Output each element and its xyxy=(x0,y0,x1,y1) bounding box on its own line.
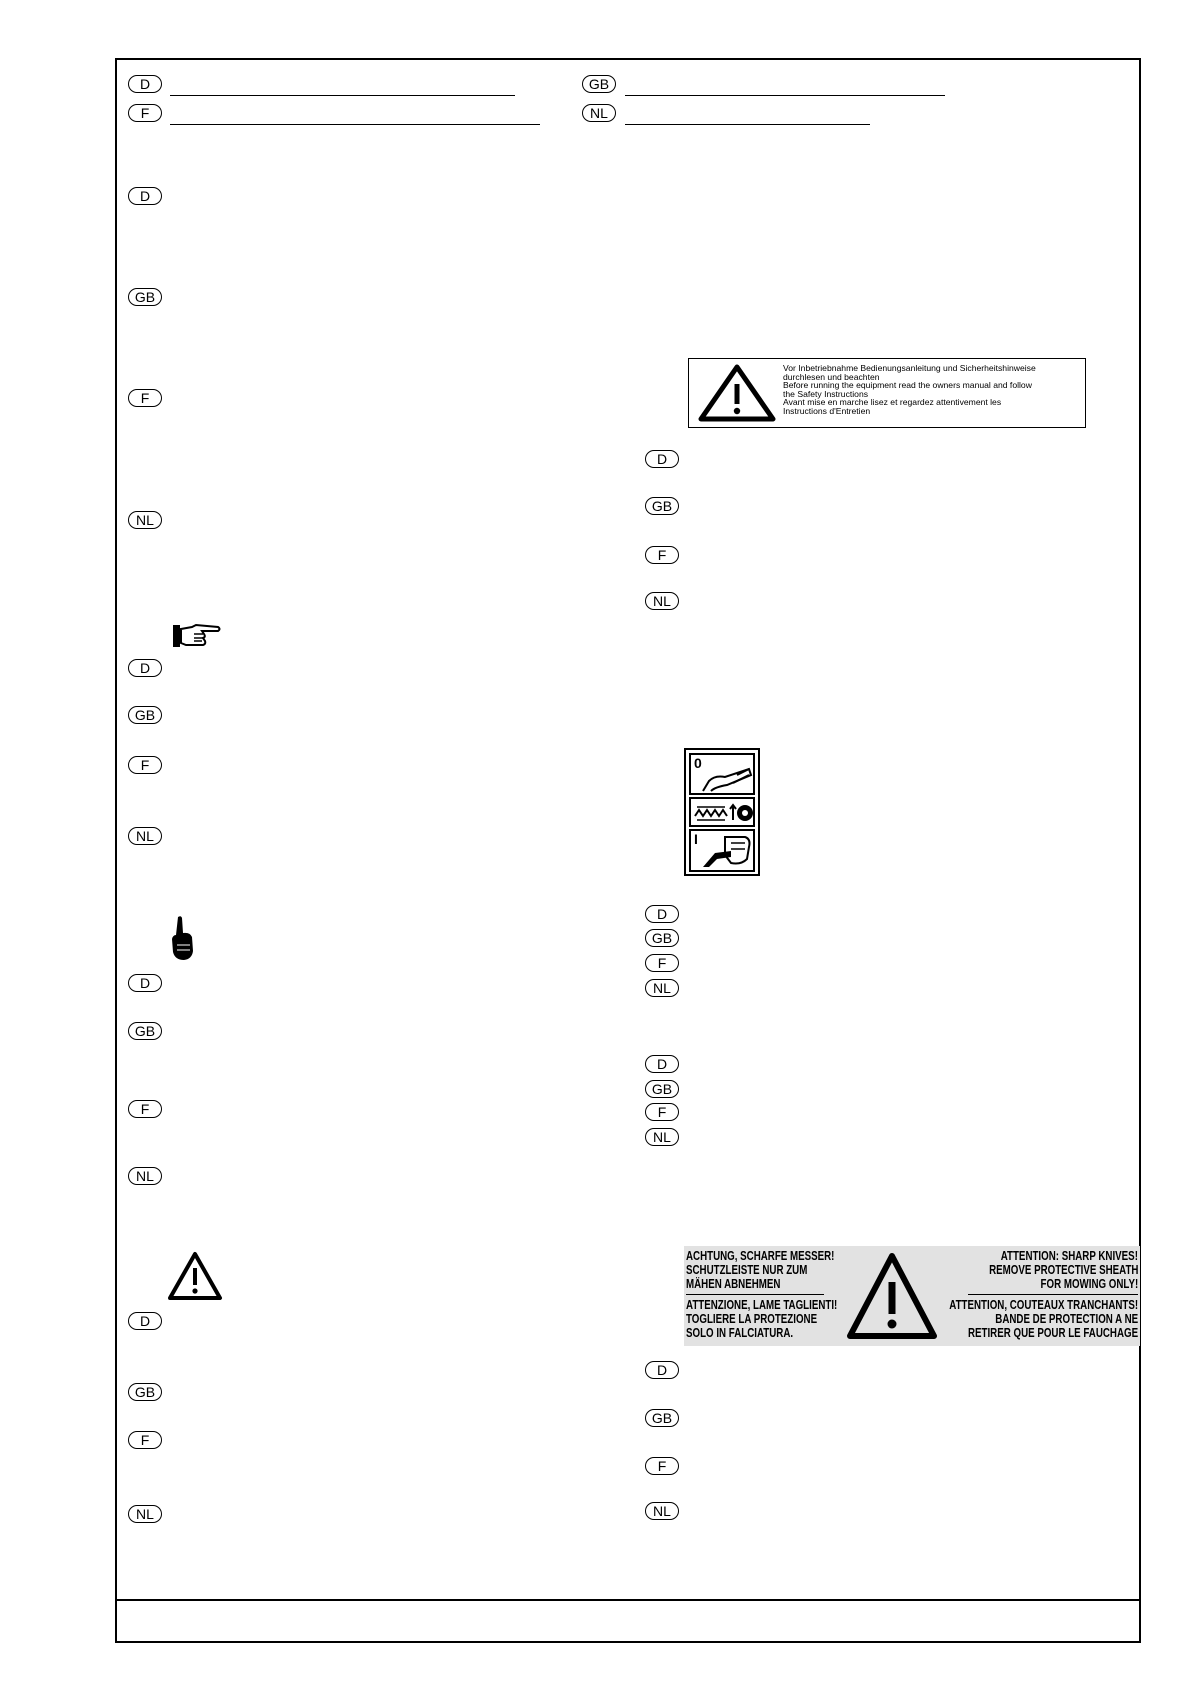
knife-warning-de-line: ACHTUNG, SCHARFE MESSER! xyxy=(686,1249,835,1263)
knife-warning-it-line: TOGLIERE LA PROTEZIONE xyxy=(686,1312,818,1326)
on-label: I xyxy=(694,831,698,847)
lang-badge-gb: GB xyxy=(645,1409,679,1427)
pictogram-on-cell xyxy=(689,829,755,872)
knife-warning-de-line: MÄHEN ABNEHMEN xyxy=(686,1277,781,1291)
lang-badge-nl: NL xyxy=(645,1128,679,1146)
knife-warning-it-line: SOLO IN FALCIATURA. xyxy=(686,1326,794,1340)
pictogram-blade-cell xyxy=(689,797,755,827)
operation-pictogram xyxy=(684,748,760,876)
decal-divider xyxy=(686,1294,824,1295)
lang-badge-f: F xyxy=(128,1431,162,1449)
lang-badge-f: F xyxy=(128,104,162,122)
lang-badge-gb: GB xyxy=(128,288,162,306)
decal-text-line: Vor Inbetriebnahme Bedienungsanleitung und Sicherheitshinweise xyxy=(783,363,1036,373)
lever-released-icon xyxy=(701,763,753,793)
knife-warning-fr-line: BANDE DE PROTECTION A NE xyxy=(995,1312,1138,1326)
decal-text-line: the Safety Instructions xyxy=(783,388,869,399)
decal-text-line: Instructions d'Entretien xyxy=(783,405,871,416)
knife-warning-en-line: FOR MOWING ONLY! xyxy=(1040,1277,1138,1291)
header-rule-nl xyxy=(625,124,870,125)
lang-badge-d: D xyxy=(128,75,162,93)
lang-badge-d: D xyxy=(645,905,679,923)
lang-badge-nl: NL xyxy=(128,1167,162,1185)
safety-instructions-decal xyxy=(688,358,1086,428)
header-rule-gb xyxy=(625,95,945,96)
lang-badge-f: F xyxy=(128,389,162,407)
warning-triangle-icon xyxy=(167,1251,223,1301)
lang-badge-gb: GB xyxy=(128,1383,162,1401)
lang-badge-d: D xyxy=(128,187,162,205)
lang-badge-gb: GB xyxy=(645,497,679,515)
footer-divider xyxy=(115,1599,1141,1601)
warning-triangle-icon xyxy=(697,364,777,422)
blade-motion-icon xyxy=(693,802,753,824)
lang-badge-f: F xyxy=(645,546,679,564)
lang-badge-f: F xyxy=(645,954,679,972)
lang-badge-nl: NL xyxy=(645,979,679,997)
lang-badge-d: D xyxy=(128,1312,162,1330)
lang-badge-nl: NL xyxy=(645,592,679,610)
sharp-knives-decal xyxy=(684,1246,1140,1346)
lang-badge-gb: GB xyxy=(128,1022,162,1040)
lang-badge-d: D xyxy=(645,1055,679,1073)
off-label: 0 xyxy=(694,755,702,771)
warning-triangle-icon xyxy=(846,1252,938,1340)
lang-badge-gb: GB xyxy=(582,75,616,93)
lang-badge-f: F xyxy=(128,1100,162,1118)
lang-badge-d: D xyxy=(128,659,162,677)
lang-badge-gb: GB xyxy=(645,1080,679,1098)
lang-badge-d: D xyxy=(645,450,679,468)
decal-divider xyxy=(968,1294,1138,1295)
lang-badge-d: D xyxy=(128,974,162,992)
header-rule-d xyxy=(170,95,515,96)
knife-warning-de-line: SCHUTZLEISTE NUR ZUM xyxy=(686,1263,808,1277)
decal-text-line: Avant mise en marche lisez et regardez attentivement les xyxy=(783,397,1002,408)
index-finger-icon xyxy=(170,915,196,961)
lang-badge-nl: NL xyxy=(128,511,162,529)
lever-pressed-icon xyxy=(701,835,753,869)
lang-badge-f: F xyxy=(645,1103,679,1121)
knife-warning-fr-line: ATTENTION, COUTEAUX TRANCHANTS! xyxy=(949,1298,1138,1312)
lang-badge-gb: GB xyxy=(128,706,162,724)
pictogram-off-cell xyxy=(689,753,755,795)
knife-warning-en-line: ATTENTION: SHARP KNIVES! xyxy=(1000,1249,1138,1263)
page-frame xyxy=(115,58,1141,1643)
knife-warning-it-line: ATTENZIONE, LAME TAGLIENTI! xyxy=(686,1298,838,1312)
lang-badge-nl: NL xyxy=(128,1505,162,1523)
header-rule-f xyxy=(170,124,540,125)
decal-text-line: Before running the equipment read the owners manual and follow xyxy=(783,380,1032,391)
lang-badge-nl: NL xyxy=(645,1502,679,1520)
lang-badge-gb: GB xyxy=(645,929,679,947)
lang-badge-f: F xyxy=(128,756,162,774)
knife-warning-fr-line: RETIRER QUE POUR LE FAUCHAGE xyxy=(967,1326,1138,1340)
lang-badge-d: D xyxy=(645,1361,679,1379)
lang-badge-nl: NL xyxy=(128,827,162,845)
lang-badge-nl: NL xyxy=(582,104,616,122)
hand-pointer-icon xyxy=(172,623,222,649)
knife-warning-en-line: REMOVE PROTECTIVE SHEATH xyxy=(988,1263,1138,1277)
decal-text-line: durchlesen und beachten xyxy=(783,371,880,382)
lang-badge-f: F xyxy=(645,1457,679,1475)
